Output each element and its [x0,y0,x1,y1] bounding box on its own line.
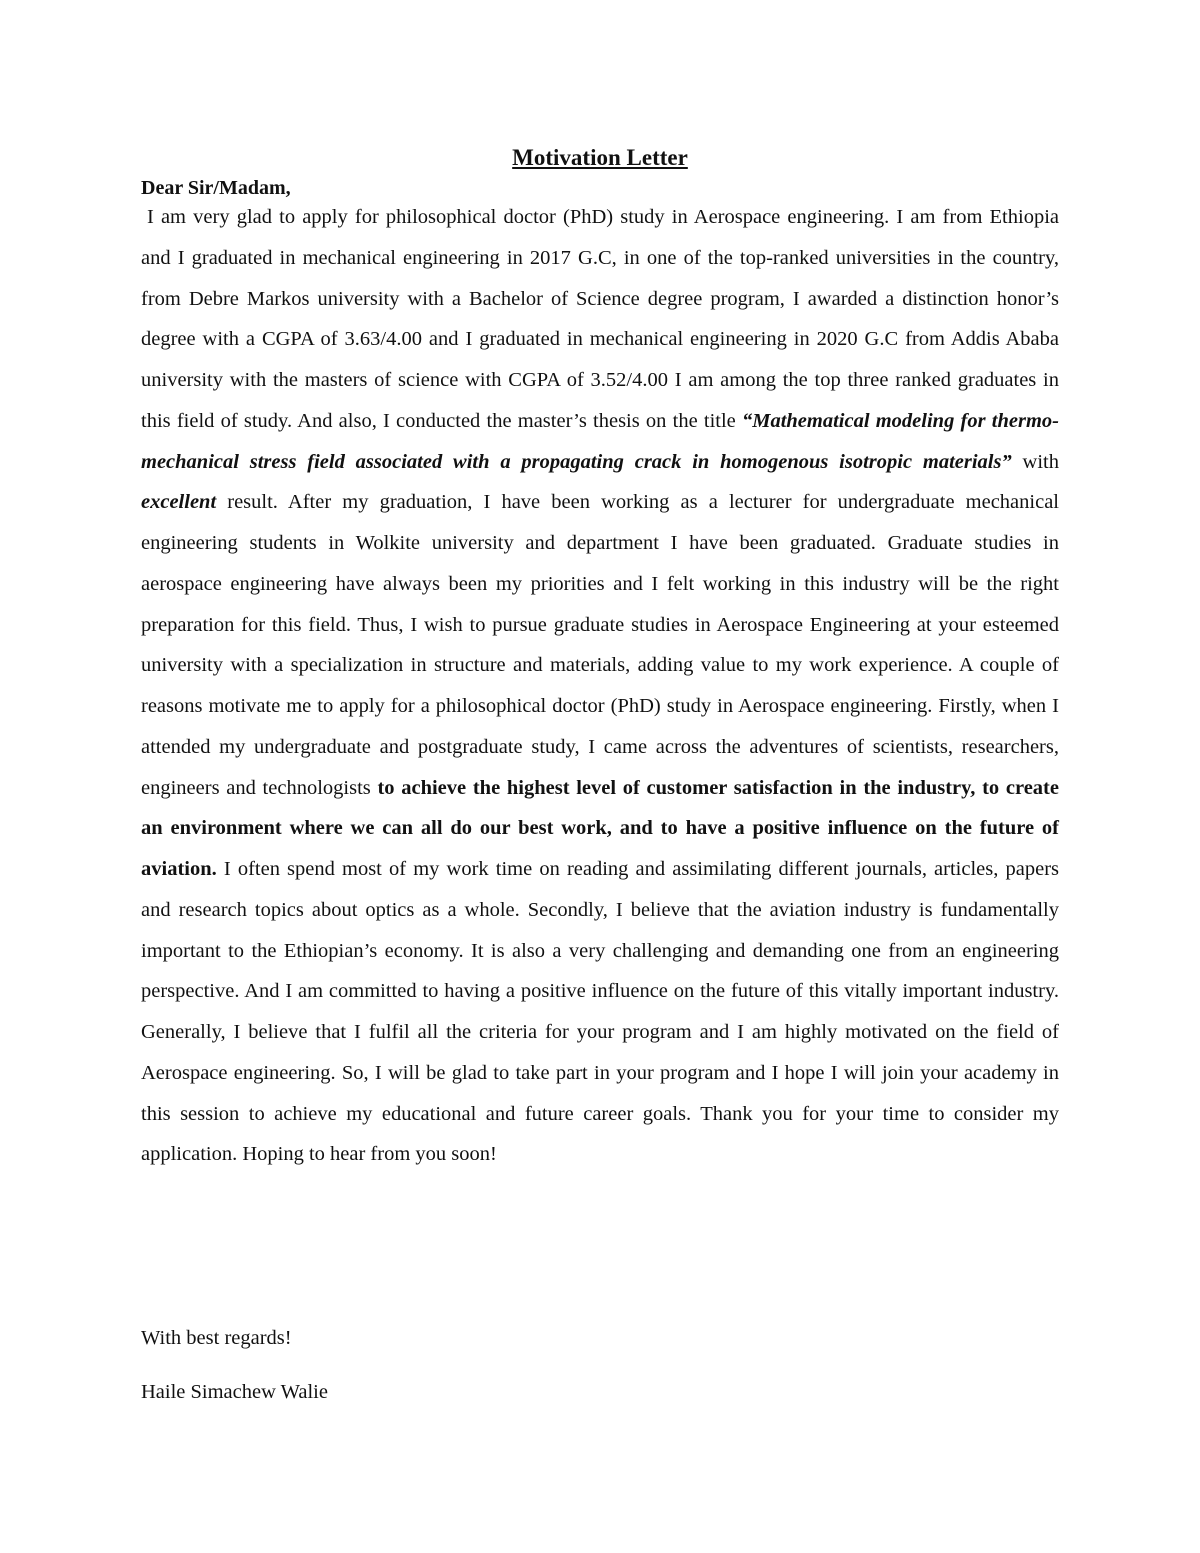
thesis-title: “Mathematical modeling for thermo-mechanical stress field associated with a propagating crack in homogenous isotropic materials” [141,409,1059,473]
closing-line: With best regards! [141,1327,292,1349]
page-title: Motivation Letter [512,145,688,170]
body-text-part-2: with [1011,450,1059,473]
body-text-part-1: I am very glad to apply for philosophical doctor (PhD) study in Aerospace engineering. I am from Ethiopia and I graduated in mechanical engineering in 2017 G.C, in one of the top-ranked universities in the country, from Debre Markos university with a Bachelor of Science degree program, I awarded a distinction honor’s degree with a CGPA of 3.63/4.00 and I graduated in mechanical engineering in 2020 G.C from Addis Ababa university with the masters of science with CGPA of 3.52/4.00 I am among the top three ranked graduates in this field of study. And also, I conducted the master’s thesis on the title [141,206,1059,432]
body-text-part-3: result. After my graduation, I have been working as a lecturer for undergraduate mechanical engineering students in Wolkite university and department I have been graduated. Graduate studies in aerospace engineering have always been my priorities and I felt working in this industry will be the right preparation for this field. Thus, I wish to pursue graduate studies in Aerospace Engineering at your esteemed university with a specialization in structure and materials, adding value to my work experience. A couple of reasons motivate me to apply for a philosophical doctor (PhD) study in Aerospace engineering. Firstly, when I attended my undergraduate and postgraduate study, I came across the adventures of scientists, researchers, engineers and technologists [141,491,1059,799]
bold-phrase: to achieve the highest level of customer satisfaction in the industry, to create an environment where we can all do our best work, and to have a positive influence on the future of aviation. [141,776,1059,880]
signature-name: Haile Simachew Walie [141,1381,328,1403]
letter-body [141,197,1059,1175]
excellent-emphasis: excellent [141,491,217,514]
salutation: Dear Sir/Madam, [141,177,291,199]
body-text-part-4: I often spend most of my work time on reading and assimilating different journals, articles, papers and research topics about optics as a whole. Secondly, I believe that the aviation industry is fundamentally important to the Ethiopian’s economy. It is also a very challenging and demanding one from an engineering perspective. And I am committed to having a positive influence on the future of this vitally important industry. Generally, I believe that I fulfil all the criteria for your program and I am highly motivated on the field of Aerospace engineering. So, I will be glad to take part in your program and I hope I will join your academy in this session to achieve my educational and future career goals. Thank you for your time to consider my application. Hoping to hear from you soon! [141,858,1059,1166]
